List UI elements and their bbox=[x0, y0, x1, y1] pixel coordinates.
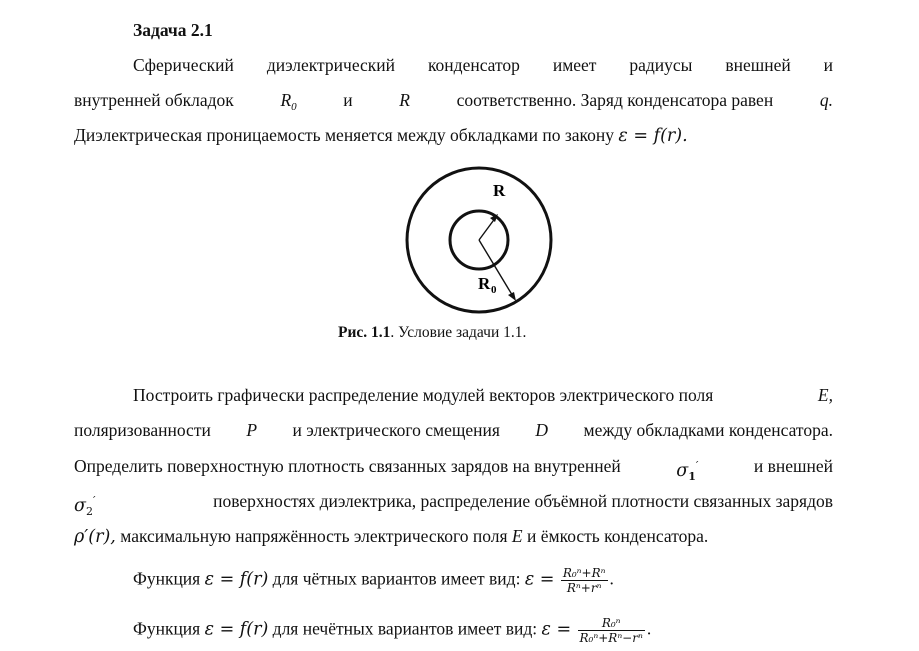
word: Сферический bbox=[133, 55, 234, 75]
problem-line-1 bbox=[133, 384, 833, 406]
symbol-rho: ρ′(r), bbox=[74, 527, 116, 547]
task-title: Задача 2.1 bbox=[133, 20, 213, 40]
label-r: R bbox=[493, 181, 506, 200]
function-odd-line bbox=[133, 616, 651, 645]
intro-line-1 bbox=[133, 54, 833, 76]
caption-label: Рис. 1.1 bbox=[338, 324, 391, 341]
formula-epsilon: ε = f(r) bbox=[204, 569, 269, 590]
text-segment: Построить графически распределение модулей векторов электрического поля bbox=[133, 385, 714, 405]
symbol-r0: $R_0$ bbox=[280, 90, 297, 113]
text-segment: и электрического смещения bbox=[292, 420, 500, 440]
word: и bbox=[823, 55, 833, 75]
text-segment: Функция bbox=[133, 568, 201, 589]
symbol-p: P bbox=[246, 420, 258, 440]
intro-line-2 bbox=[74, 89, 833, 118]
word: радиусы bbox=[629, 55, 693, 75]
text-segment: поляризованности bbox=[74, 420, 211, 440]
figure-caption bbox=[338, 322, 526, 344]
period: . bbox=[646, 618, 652, 639]
epsilon-equals: ε = bbox=[524, 569, 555, 590]
problem-line-4 bbox=[74, 490, 833, 523]
symbol-e-max: E bbox=[511, 526, 523, 546]
fraction-even bbox=[561, 566, 608, 595]
word: конденсатор bbox=[427, 55, 520, 75]
text-segment: для чётных вариантов имеет вид: bbox=[272, 568, 521, 589]
text-segment: максимальную напряжённость электрического поля bbox=[120, 526, 508, 546]
text-segment: Диэлектрическая проницаемость меняется между обкладками по закону bbox=[74, 125, 615, 145]
caption-text: . Условие задачи 1.1. bbox=[390, 324, 527, 341]
problem-line-3 bbox=[74, 455, 833, 488]
problem-line-2 bbox=[74, 419, 833, 441]
text-segment: соответственно. Заряд конденсатора равен bbox=[456, 90, 774, 110]
symbol-d: D bbox=[535, 420, 549, 440]
label-r0-subscript: 0 bbox=[491, 284, 497, 296]
figure-spherical-capacitor bbox=[404, 165, 554, 315]
symbol-sigma1: $\sigma_1'$ bbox=[676, 459, 699, 483]
text-segment: поверхностях диэлектрика, распределение объёмной плотности связанных зарядов bbox=[213, 491, 833, 511]
text-segment: и bbox=[343, 90, 353, 110]
word: имеет bbox=[552, 55, 597, 75]
period: . bbox=[609, 568, 614, 589]
text-segment: внутренней обкладок bbox=[74, 90, 234, 110]
fraction-numerator: R₀ⁿ bbox=[578, 616, 645, 631]
text-segment: и внешней bbox=[753, 456, 833, 476]
formula-epsilon: ε = f(r) bbox=[204, 619, 269, 640]
text-segment: Определить поверхностную плотность связанных зарядов на внутренней bbox=[74, 456, 621, 476]
text-segment: и ёмкость конденсатора. bbox=[527, 526, 709, 546]
intro-line-3 bbox=[74, 124, 688, 147]
symbol-sigma2: $\sigma_2'$ bbox=[74, 494, 96, 518]
radius-r0-arrowhead bbox=[508, 292, 516, 301]
word: диэлектрический bbox=[266, 55, 396, 75]
text-segment: между обкладками конденсатора. bbox=[583, 420, 833, 440]
fraction-numerator: R₀ⁿ+Rⁿ bbox=[562, 566, 606, 580]
text-segment: Функция bbox=[133, 618, 201, 639]
fraction-denominator: R₀ⁿ+Rⁿ−rⁿ bbox=[579, 631, 643, 645]
function-even-line bbox=[133, 566, 614, 595]
problem-line-5 bbox=[74, 525, 708, 548]
symbol-e: E, bbox=[817, 385, 833, 405]
symbol-q: q. bbox=[819, 90, 833, 110]
epsilon-equals: ε = bbox=[541, 619, 572, 640]
formula-epsilon: ε = f(r). bbox=[618, 126, 688, 146]
word: внешней bbox=[725, 55, 791, 75]
fraction-odd bbox=[578, 616, 645, 645]
text-segment: для нечётных вариантов имеет вид: bbox=[272, 618, 538, 639]
capacitor-diagram bbox=[404, 165, 554, 315]
symbol-r: R bbox=[399, 90, 410, 110]
fraction-denominator: Rⁿ+rⁿ bbox=[566, 581, 602, 595]
label-r0: R bbox=[478, 274, 491, 293]
